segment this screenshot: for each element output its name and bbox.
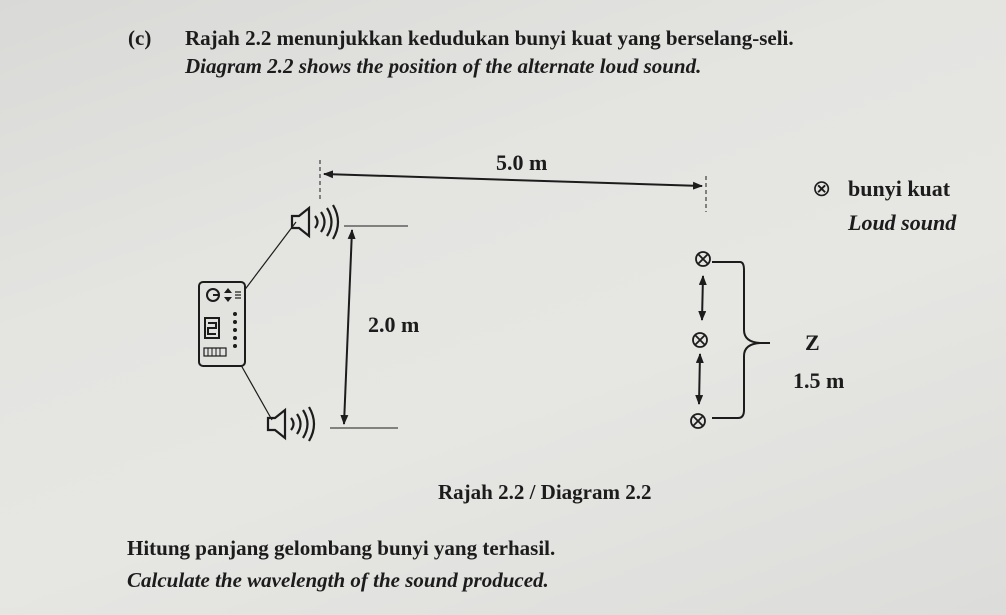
loud-sound-markers bbox=[691, 252, 710, 428]
loud-sound-marker-middle bbox=[693, 333, 707, 347]
signal-generator-icon bbox=[199, 282, 245, 366]
legend-label-english: Loud sound bbox=[848, 210, 957, 235]
prompt-text-malay: Hitung panjang gelombang bunyi yang terhasil. bbox=[127, 536, 556, 560]
vertical-distance-label: 2.0 m bbox=[368, 312, 420, 337]
horizontal-distance-label: 5.0 m bbox=[496, 150, 548, 175]
question-text-english: Diagram 2.2 shows the position of the alternate loud sound. bbox=[185, 54, 702, 78]
z-label: Z bbox=[805, 330, 820, 355]
loud-sound-marker-bottom bbox=[691, 414, 705, 428]
prompt-text-english: Calculate the wavelength of the sound produced. bbox=[127, 568, 549, 592]
legend-label-malay: bunyi kuat bbox=[848, 176, 951, 201]
z-brace bbox=[712, 262, 770, 418]
question-label: (c) bbox=[128, 26, 152, 50]
question-text-malay: Rajah 2.2 menunjukkan kedudukan bunyi kuat yang berselang-seli. bbox=[185, 26, 794, 50]
z-distance-label: 1.5 m bbox=[793, 368, 845, 393]
legend-loud-sound-icon: ⊗ bbox=[812, 176, 832, 202]
top-speaker-icon bbox=[292, 205, 338, 239]
diagram-caption: Rajah 2.2 / Diagram 2.2 bbox=[438, 480, 652, 504]
loud-sound-marker-top bbox=[696, 252, 710, 266]
bottom-speaker-icon bbox=[268, 407, 314, 441]
